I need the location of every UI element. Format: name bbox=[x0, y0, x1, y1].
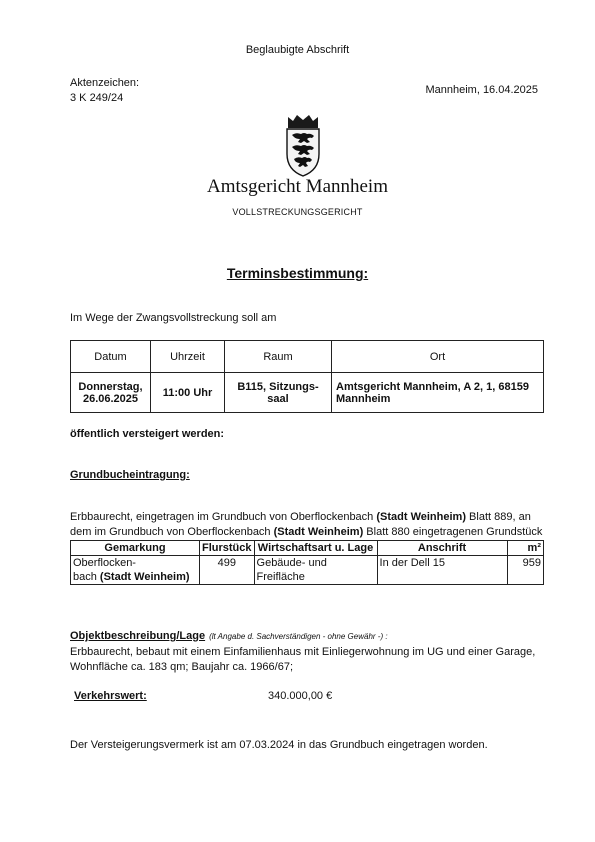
appointment-room bbox=[225, 373, 332, 413]
land-register-line2: dem im Grundbuch von Oberflockenbach (Stadt Weinheim) Blatt 880 eingetragenen Grundstück bbox=[70, 526, 543, 538]
row-gemarkung: Oberflocken- bach (Stadt Weinheim) bbox=[71, 556, 200, 585]
land-register-text bbox=[70, 510, 546, 540]
appointment-location-line1: Amtsgericht Mannheim, A 2, 1, 68159 bbox=[336, 380, 529, 393]
intro-text: Im Wege der Zwangsvollstreckung soll am bbox=[70, 312, 277, 324]
appointment-weekday: Donnerstag, bbox=[78, 380, 143, 393]
land-register-line1: Erbbaurecht, eingetragen im Grundbuch von Oberflockenbach (Stadt Weinheim) Blatt 889, an bbox=[70, 511, 531, 523]
document-title: Terminsbestimmung: bbox=[226, 265, 369, 281]
file-reference-label: Aktenzeichen: bbox=[70, 77, 140, 89]
file-reference-number: 3 K 249/24 bbox=[70, 92, 124, 104]
registration-note: Der Versteigerungsvermerk ist am 07.03.2024 in das Grundbuch eingetragen worden. bbox=[70, 739, 488, 751]
header-anschrift: Anschrift bbox=[377, 541, 507, 556]
appointment-table-header bbox=[71, 341, 544, 373]
land-register-heading: Grundbucheintragung: bbox=[70, 469, 190, 481]
row-m2: 959 bbox=[507, 556, 543, 585]
appointment-location-line2: Mannheim bbox=[336, 392, 391, 405]
market-value: 340.000,00 € bbox=[268, 690, 333, 702]
land-register-table-header bbox=[71, 541, 544, 556]
land-register-row bbox=[71, 556, 544, 585]
appointment-time: 11:00 Uhr bbox=[151, 373, 225, 413]
header-wirtschaftsart: Wirtschaftsart u. Lage bbox=[254, 541, 377, 556]
row-anschrift: In der Dell 15 bbox=[377, 556, 507, 585]
header-flurstueck: Flurstück bbox=[200, 541, 255, 556]
coat-of-arms-icon bbox=[281, 112, 325, 178]
object-description bbox=[70, 645, 546, 675]
appointment-location bbox=[332, 373, 544, 413]
document-header-title: Beglaubigte Abschrift bbox=[245, 44, 350, 56]
object-description-line2: Wohnfläche ca. 183 qm; Baujahr ca. 1966/67; bbox=[70, 661, 293, 673]
header-gemarkung: Gemarkung bbox=[71, 541, 200, 556]
header-m2: m² bbox=[507, 541, 543, 556]
header-raum: Raum bbox=[225, 341, 332, 373]
appointment-room-line2: saal bbox=[267, 392, 289, 405]
header-datum: Datum bbox=[71, 341, 151, 373]
land-register-table bbox=[70, 540, 544, 585]
court-name: Amtsgericht Mannheim bbox=[207, 176, 388, 197]
appointment-row bbox=[71, 373, 544, 413]
appointment-date bbox=[71, 373, 151, 413]
appointment-room-line1: B115, Sitzungs- bbox=[237, 380, 319, 393]
appointment-table bbox=[70, 340, 544, 413]
object-heading-note: (lt Angabe d. Sachverständigen - ohne Gewähr -) : bbox=[209, 632, 388, 641]
appointment-date-value: 26.06.2025 bbox=[82, 392, 139, 405]
place-and-date: Mannheim, 16.04.2025 bbox=[425, 84, 538, 96]
header-uhrzeit: Uhrzeit bbox=[151, 341, 225, 373]
object-heading-label: Objektbeschreibung/Lage bbox=[70, 630, 206, 642]
court-department: VOLLSTRECKUNGSGERICHT bbox=[232, 207, 363, 217]
public-auction-text: öffentlich versteigert werden: bbox=[70, 428, 225, 440]
header-ort: Ort bbox=[332, 341, 544, 373]
row-wirtschaftsart: Gebäude- und Freifläche bbox=[254, 556, 377, 585]
object-description-line1: Erbbaurecht, bebaut mit einem Einfamilienhaus mit Einliegerwohnung im UG und einer Garage, bbox=[70, 646, 536, 658]
file-reference bbox=[70, 76, 139, 106]
object-heading bbox=[70, 630, 388, 642]
row-flurstueck: 499 bbox=[200, 556, 255, 585]
market-value-label: Verkehrswert: bbox=[74, 690, 147, 702]
